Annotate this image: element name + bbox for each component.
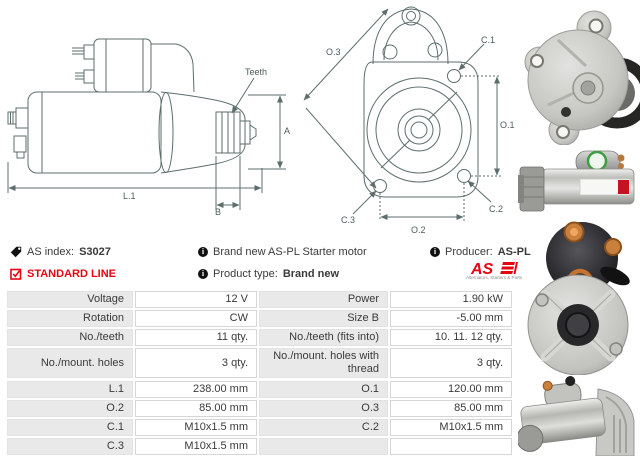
table-row <box>7 438 512 455</box>
info-icon: i <box>430 247 440 257</box>
spec-label-cell: No./teeth <box>7 329 133 346</box>
product-type-item <box>198 268 339 280</box>
dimension-label-c2: C.2 <box>489 204 504 214</box>
table-row <box>7 310 512 327</box>
spec-value-cell: 12 V <box>135 291 257 308</box>
spec-label-cell: Size B <box>259 310 388 327</box>
as-pl-logo <box>465 260 523 280</box>
spec-block-general <box>7 291 512 378</box>
as-pl-logo-tagline: Alternators, Starters & Parts <box>465 275 523 280</box>
dimension-label-o3: O.3 <box>326 47 341 57</box>
spec-label-cell: C.3 <box>7 438 133 455</box>
spec-value-cell: M10x1.5 mm <box>135 419 257 436</box>
description-text: Brand new AS-PL Starter motor <box>213 246 367 258</box>
spec-label-cell: No./teeth (fits into) <box>259 329 388 346</box>
technical-drawing-side-view <box>0 0 300 232</box>
product-info-bar <box>0 238 531 288</box>
producer-value: AS-PL <box>497 246 531 258</box>
spec-block-dimensions <box>7 381 512 455</box>
spec-value-cell: 11 qty. <box>135 329 257 346</box>
spec-label-cell: O.3 <box>259 400 388 417</box>
dimension-label-b: B <box>215 207 222 217</box>
producer-label: Producer: <box>445 246 493 258</box>
side-view-svg <box>0 0 300 232</box>
product-photo-starter-side[interactable] <box>518 145 640 218</box>
dimension-label-l1: L.1 <box>123 191 136 201</box>
product-type-value: Brand new <box>282 268 340 280</box>
tag-icon <box>10 246 22 258</box>
table-row <box>7 348 512 378</box>
specification-table <box>7 291 512 456</box>
product-photo-starter-angle[interactable] <box>518 375 640 456</box>
spec-value-cell: 1.90 kW <box>390 291 512 308</box>
producer-item <box>430 246 531 258</box>
spec-label-cell: C.2 <box>259 419 388 436</box>
spec-value-cell: 120.00 mm <box>390 381 512 398</box>
spec-value-cell: 238.00 mm <box>135 381 257 398</box>
table-row <box>7 329 512 346</box>
checkbox-checked-icon <box>10 268 22 280</box>
spec-label-cell: Rotation <box>7 310 133 327</box>
table-row <box>7 400 512 417</box>
spec-label-cell: Power <box>259 291 388 308</box>
spec-label-cell: No./mount. holes <box>7 348 133 378</box>
standard-line-badge: STANDARD LINE <box>27 268 117 280</box>
spec-value-cell: M10x1.5 mm <box>135 438 257 455</box>
spec-value-cell: M10x1.5 mm <box>390 419 512 436</box>
dimension-label-o2: O.2 <box>411 225 426 235</box>
spec-value-cell: -5.00 mm <box>390 310 512 327</box>
dimension-label-c3: C.3 <box>341 215 356 225</box>
as-logo-text: AS <box>471 261 494 277</box>
table-row <box>7 419 512 436</box>
as-index-value: S3027 <box>79 246 111 258</box>
spec-label-cell: O.1 <box>259 381 388 398</box>
spec-value-cell: 3 qty. <box>135 348 257 378</box>
spec-label-cell <box>259 438 388 455</box>
table-row <box>7 381 512 398</box>
spec-value-cell: CW <box>135 310 257 327</box>
spec-label-cell: Voltage <box>7 291 133 308</box>
dimension-label-c1: C.1 <box>481 35 496 45</box>
info-icon: i <box>198 269 208 279</box>
spec-label-cell: O.2 <box>7 400 133 417</box>
spec-value-cell: 85.00 mm <box>135 400 257 417</box>
spec-label-cell: L.1 <box>7 381 133 398</box>
product-photos-column <box>518 0 640 456</box>
standard-line-item <box>10 268 116 280</box>
as-index-label: AS index: <box>27 246 75 258</box>
table-row <box>7 291 512 308</box>
spec-value-cell <box>390 438 512 455</box>
technical-drawing-front-view <box>300 0 515 238</box>
product-type-label: Product type: <box>213 268 278 280</box>
spec-value-cell: 85.00 mm <box>390 400 512 417</box>
spec-value-cell: 3 qty. <box>390 348 512 378</box>
dimension-label-a: A <box>284 126 291 136</box>
spec-value-cell: 10. 11. 12 qty. <box>390 329 512 346</box>
info-icon: i <box>198 247 208 257</box>
spec-label-cell: C.1 <box>7 419 133 436</box>
description-item <box>198 246 367 258</box>
product-photo-flange-front[interactable] <box>518 0 640 145</box>
dimension-label-teeth: Teeth <box>245 67 268 77</box>
spec-label-cell: No./mount. holes with thread <box>259 348 388 378</box>
dimension-label-o1: O.1 <box>500 120 515 130</box>
as-index-item <box>10 246 111 258</box>
product-photo-starter-rear[interactable] <box>518 218 640 375</box>
